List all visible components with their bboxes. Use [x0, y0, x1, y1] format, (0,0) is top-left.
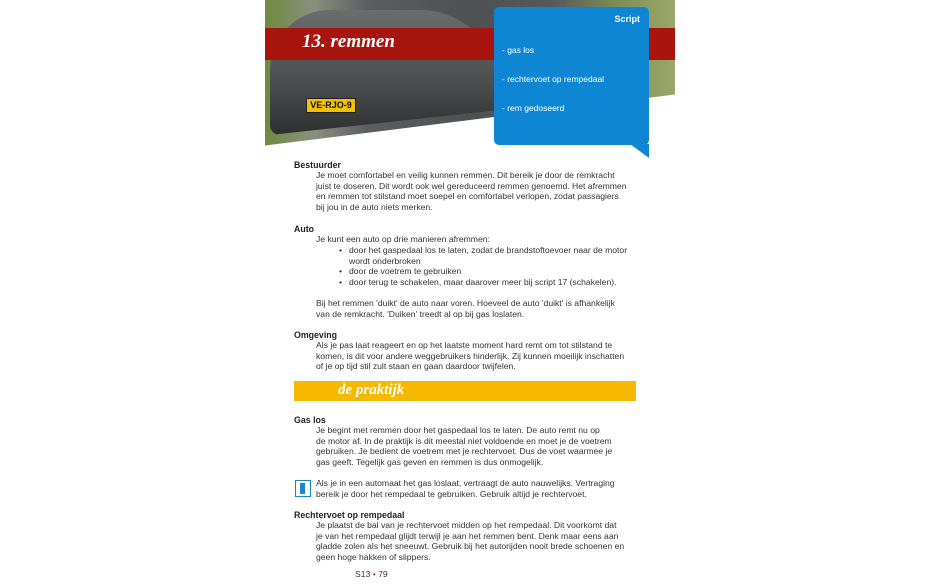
text-line: juist te doseren. Dit wordt ook wel gereduceerd remmen genoemd. Het afremmen	[316, 180, 627, 191]
text-line: Je plaatst de bal van je rechtervoet midden op het rempedaal. Dit voorkomt dat	[316, 520, 617, 530]
text-line: of je op tijd stil zult staan en gaan daardoor twijfelen.	[316, 361, 516, 372]
text-line: bij jou in de auto niets merken.	[316, 201, 433, 212]
script-item: - gas los	[502, 45, 535, 55]
auto-bullets	[349, 245, 627, 287]
bullet-item: • door terug te schakelen, maar daarover meer bij script 17 (schakelen).	[349, 277, 627, 288]
text-line: geen hoge hakken of slippers.	[316, 551, 431, 562]
heading-gas-los: Gas los	[294, 415, 326, 425]
auto-intro: Je kunt een auto op drie manieren afremmen:	[316, 234, 490, 244]
license-plate: VE-RJO-9	[306, 98, 356, 113]
text-line: gebruiken. Je bedient de voetrem met je rechtervoet. Dus de voet waarmee je	[316, 446, 613, 457]
footer-separator: •	[372, 569, 376, 579]
heading-bestuurder: Bestuurder	[294, 160, 341, 170]
text-line: je van het rempedaal glijdt terwijl je aan het remmen bent. Denk maar eens aan	[316, 530, 619, 541]
paragraph-bestuurder	[316, 170, 626, 212]
bullet-item: • door de voetrem te gebruiken	[349, 266, 627, 277]
bullet-continuation: wordt onderbroken	[349, 255, 421, 266]
text-line: de motor af. In de praktijk is dit meestal niet voldoende en moet je de voetrem	[316, 435, 612, 446]
script-item: - rechtervoet op rempedaal	[502, 74, 605, 84]
page-number: 79	[378, 569, 388, 579]
text-line: gladde zolen als het sneeuwt. Gebruik bij het autorijden nooit brede schoenen en	[316, 541, 625, 552]
text-line: Je moet comfortabel en veilig kunnen remmen. Dit bereik je door de remkracht	[316, 170, 615, 180]
script-heading: Script	[614, 14, 640, 24]
script-box	[494, 7, 649, 145]
tip-text	[316, 478, 615, 499]
text-line: Als je in een automaat het gas loslaat, vertraagt de auto nauwelijks. Vertraging	[316, 478, 615, 488]
text-line: komen, is dit voor andere weggebruikers hinderlijk. Zij kunnen moeilijk inschatten	[316, 350, 625, 361]
chapter-title: 13. remmen	[302, 31, 395, 52]
text-line: bereik je door het rempedaal te gebruiken. Gebruik altijd je rechtervoet.	[316, 488, 587, 499]
text-line: Als je pas laat reageert en op het laatste moment hard remt om tot stilstand te	[316, 340, 613, 350]
praktijk-heading: de praktijk	[338, 382, 405, 398]
text-line: van de remkracht. 'Duiken' treedt al op bij gas loslaten.	[316, 308, 525, 319]
automatic-gearbox-icon	[295, 480, 311, 497]
bullet-item: • door het gaspedaal los te laten, zodat de brandstoftoevoer naar de motor	[349, 245, 627, 256]
text-line: en remmen tot stilstand moet soepel en comfortabel verlopen, zodat passagiers	[316, 191, 619, 202]
text-line: Bij het remmen 'duikt' de auto naar voren. Hoeveel de auto 'duikt' is afhankelijk	[316, 298, 615, 308]
text-line: Je begint met remmen door het gaspedaal los te laten. De auto remt nu op	[316, 425, 600, 435]
paragraph-rechtervoet	[316, 520, 624, 562]
paragraph-gas-los	[316, 425, 612, 467]
paragraph-auto	[316, 298, 615, 319]
text-line: gas geeft. Tegelijk gas geven en remmen is dus onmogelijk.	[316, 456, 544, 467]
footer-section: S13	[355, 569, 371, 579]
praktijk-banner	[294, 381, 636, 401]
heading-auto: Auto	[294, 224, 315, 234]
heading-rechtervoet: Rechtervoet op rempedaal	[294, 510, 405, 520]
page-footer	[355, 569, 388, 579]
script-item: - rem gedoseerd	[502, 103, 565, 113]
heading-omgeving: Omgeving	[294, 330, 338, 340]
paragraph-omgeving	[316, 340, 624, 372]
speech-tail	[630, 144, 649, 158]
